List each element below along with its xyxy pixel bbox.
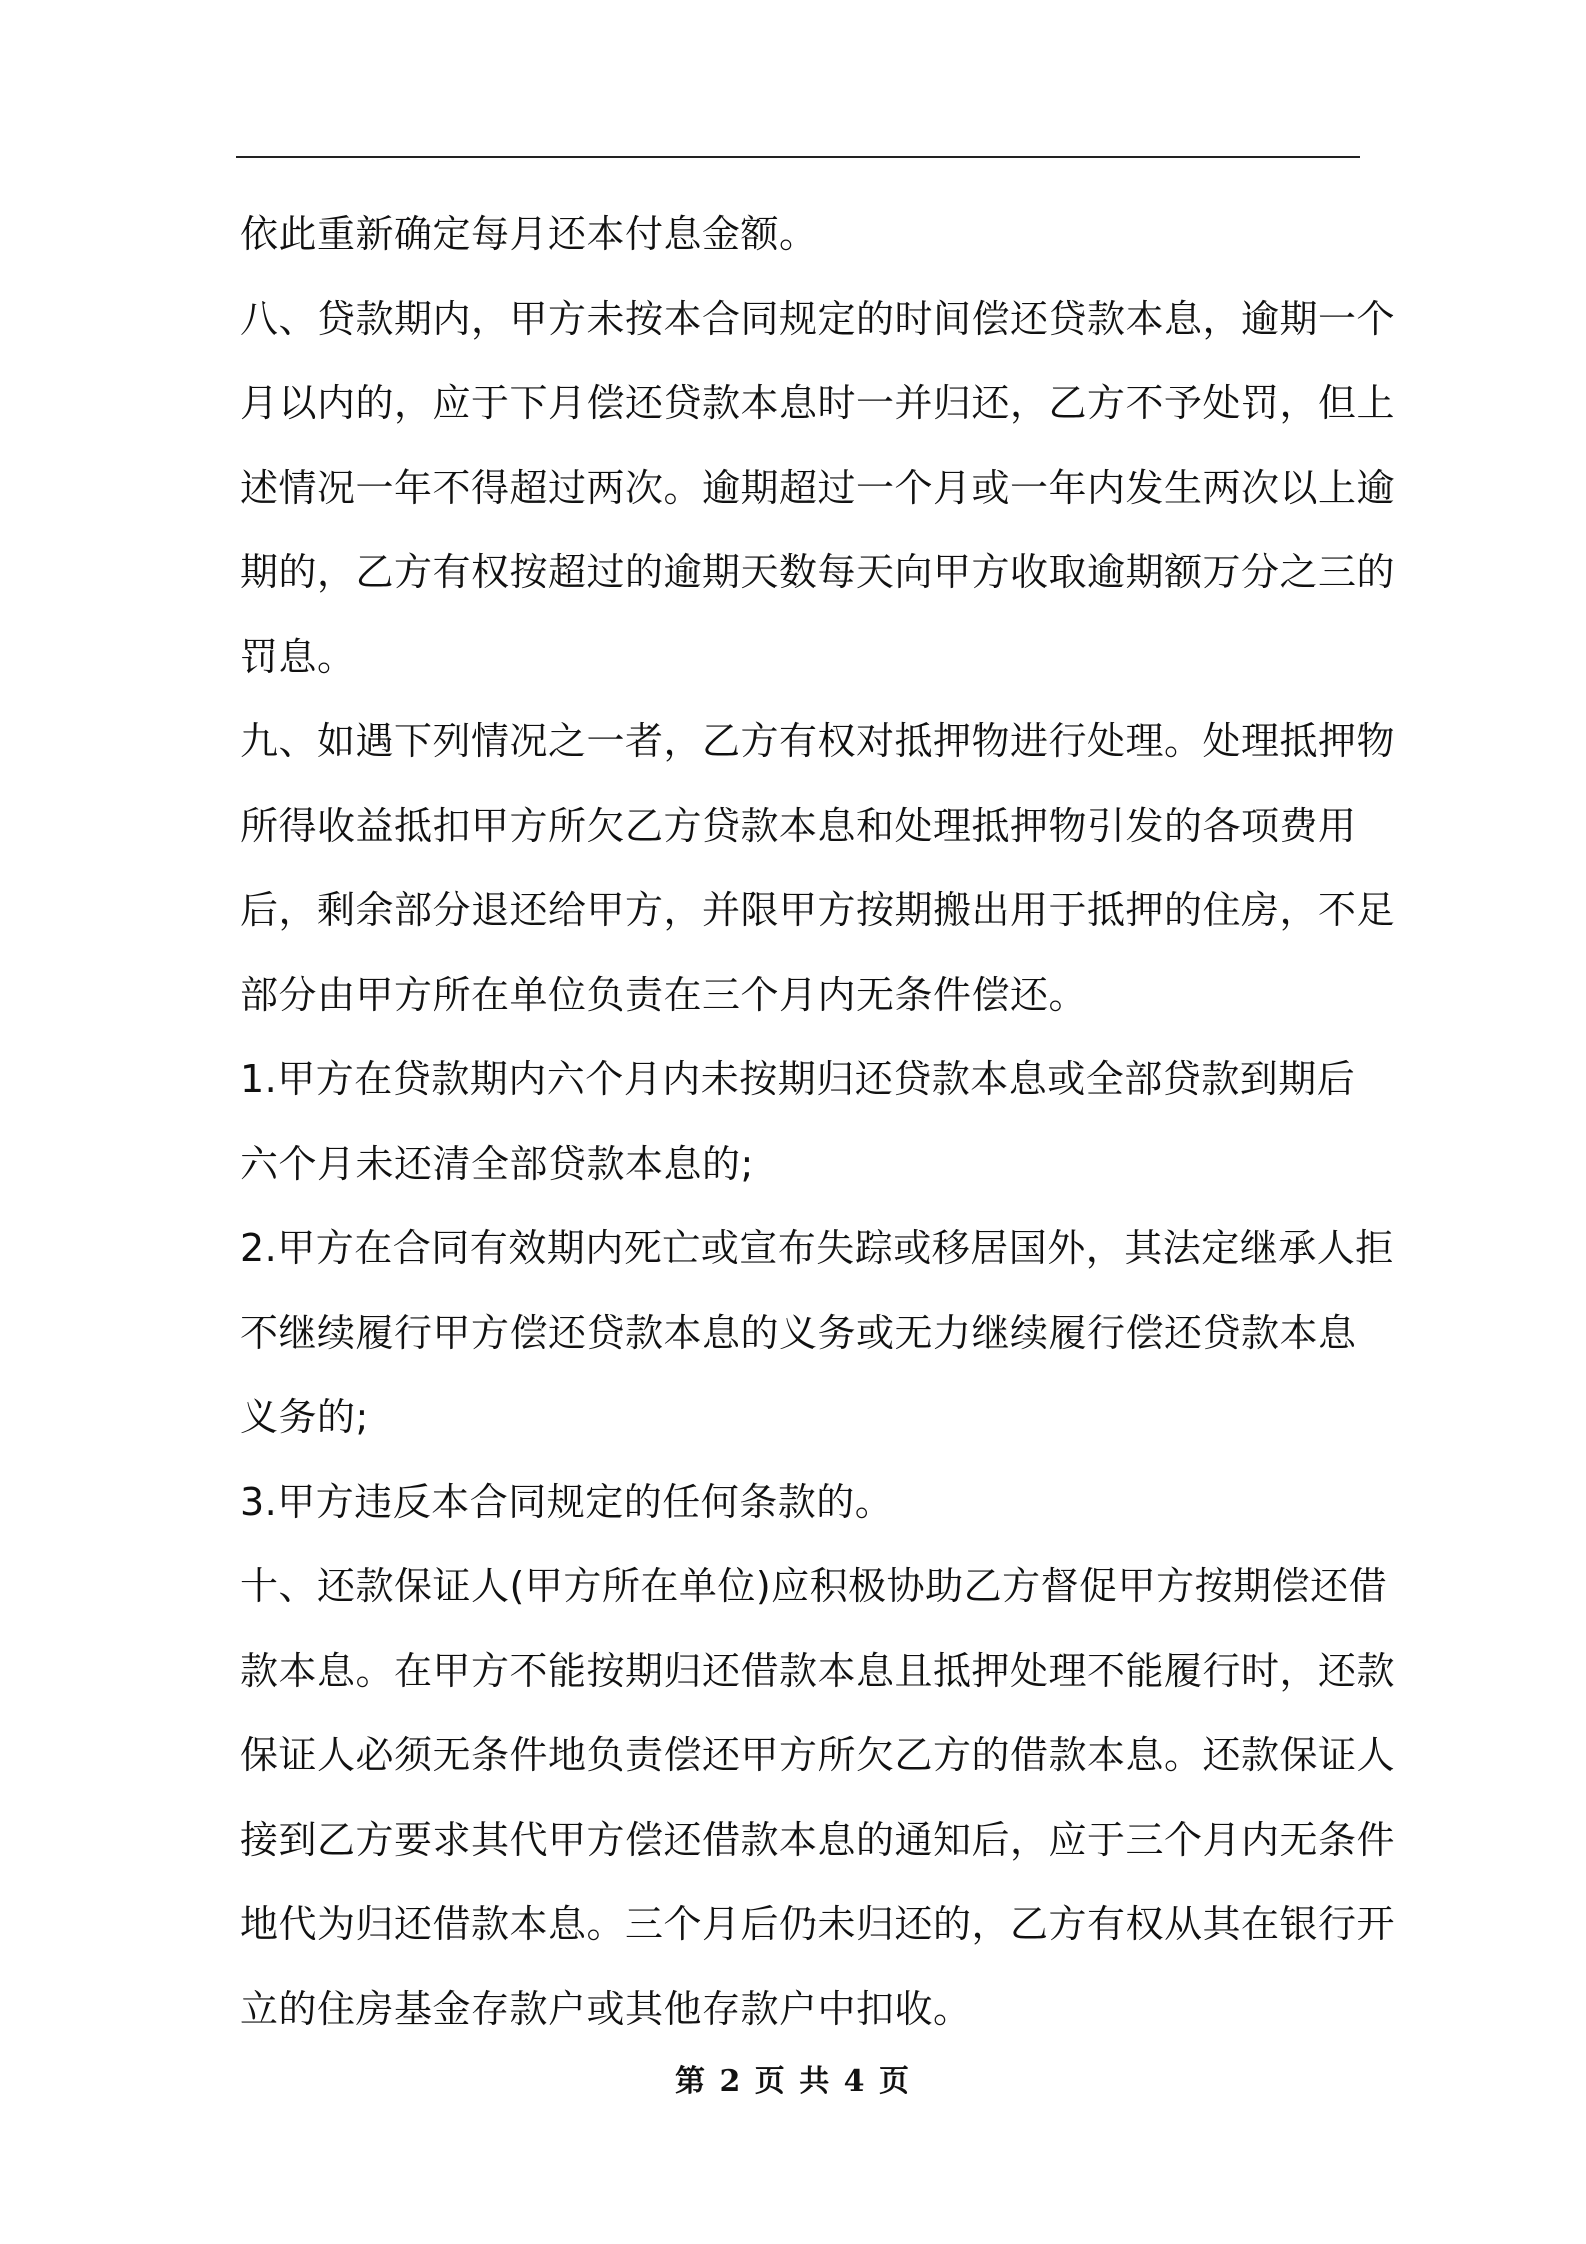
page-number-footer: 第 2 页 共 4 页 [675,2064,911,2099]
text-line: 罚息。 [240,634,356,679]
text-line: 1.甲方在贷款期内六个月内未按期归还贷款本息或全部贷款到期后 [240,1057,1356,1101]
text-line: 月以内的，应于下月偿还贷款本息时一并归还，乙方不予处罚，但上 [240,381,1396,425]
text-line: 地代为归还借款本息。三个月后仍未归还的，乙方有权从其在银行开 [240,1902,1396,1946]
text-line: 后，剩余部分退还给甲方，并限甲方按期搬出用于抵押的住房，不足 [240,888,1396,932]
text-line: 义务的; [240,1395,369,1439]
text-line: 依此重新确定每月还本付息金额。 [240,212,818,256]
text-line: 述情况一年不得超过两次。逾期超过一个月或一年内发生两次以上逾 [240,465,1396,510]
document-body [240,192,1396,2051]
text-line: 九、如遇下列情况之一者，乙方有权对抵押物进行处理。处理抵押物 [240,719,1396,763]
text-line: 款本息。在甲方不能按期归还借款本息且抵押处理不能履行时，还款 [240,1648,1396,1693]
text-line: 立的住房基金存款户或其他存款户中扣收。 [240,1986,972,2031]
text-line: 接到乙方要求其代甲方偿还借款本息的通知后，应于三个月内无条件 [240,1817,1396,1862]
text-line: 八、贷款期内，甲方未按本合同规定的时间偿还贷款本息，逾期一个 [240,296,1396,341]
text-line: 保证人必须无条件地负责偿还甲方所欠乙方的借款本息。还款保证人 [240,1733,1396,1777]
text-line: 2.甲方在合同有效期内死亡或宣布失踪或移居国外，其法定继承人拒 [240,1226,1394,1270]
text-line: 3.甲方违反本合同规定的任何条款的。 [240,1479,894,1524]
text-line: 十、还款保证人(甲方所在单位)应积极协助乙方督促甲方按期偿还借 [240,1564,1388,1608]
text-line: 部分由甲方所在单位负责在三个月内无条件偿还。 [240,972,1088,1017]
text-line: 所得收益抵扣甲方所欠乙方贷款本息和处理抵押物引发的各项费用 [240,803,1357,848]
text-line: 不继续履行甲方偿还贷款本息的义务或无力继续履行偿还贷款本息 [240,1310,1357,1355]
text-line: 期的，乙方有权按超过的逾期天数每天向甲方收取逾期额万分之三的 [240,550,1396,594]
text-line: 六个月未还清全部贷款本息的; [240,1141,754,1186]
header-divider [236,156,1360,158]
